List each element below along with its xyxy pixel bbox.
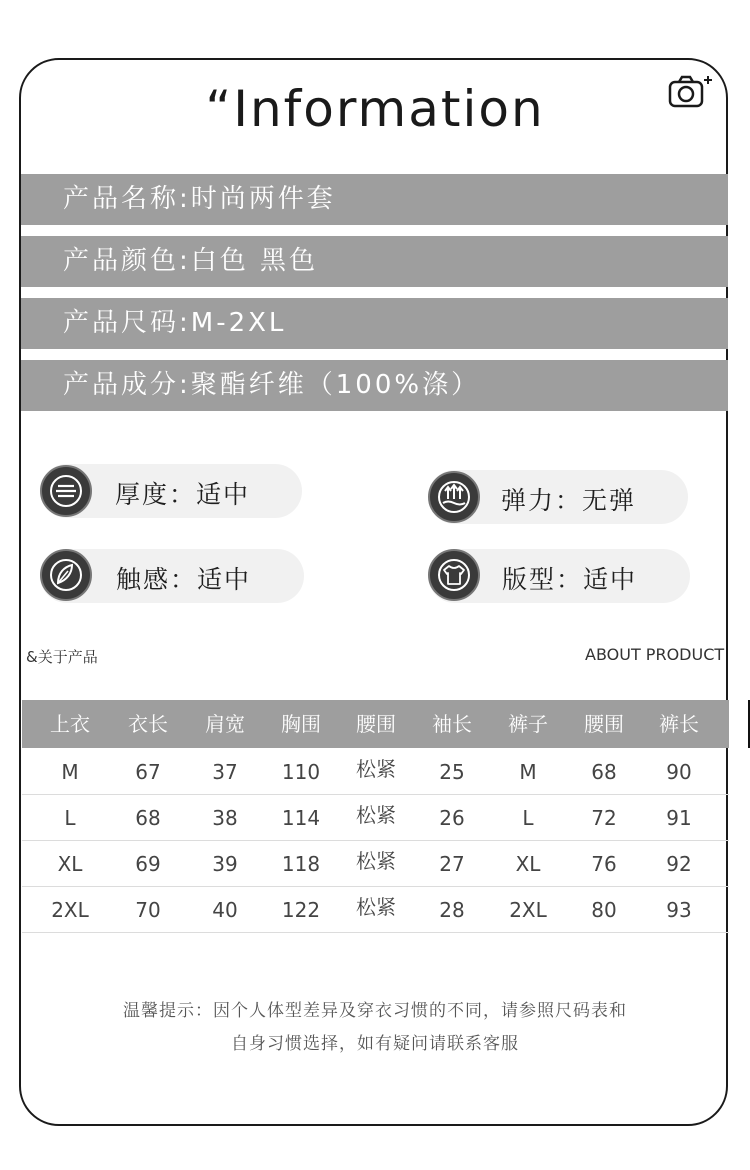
table-row (22, 841, 729, 887)
table-cell: M (61, 760, 79, 784)
section-label-cn: &关于产品 (26, 648, 98, 666)
table-row (22, 795, 729, 841)
feather-icon (40, 549, 92, 601)
table-cell: 2XL (51, 898, 89, 922)
size-note-line1: 温馨提示：因个人体型差异及穿衣习惯的不同，请参照尺码表和 (123, 1001, 627, 1021)
feature-thickness-text: 厚度：适中 (115, 480, 251, 509)
table-cell: 90 (666, 760, 692, 784)
section-label-en: ABOUT PRODUCT (585, 645, 725, 664)
table-header-cell: 腰围 (584, 712, 624, 736)
table-cell: 91 (666, 806, 692, 830)
table-cell: XL (57, 852, 83, 876)
shirt-icon (428, 549, 480, 601)
table-cell: 37 (212, 760, 238, 784)
size-table-header (22, 700, 729, 748)
feature-elasticity-text: 弹力：无弹 (501, 486, 637, 515)
table-row (22, 887, 729, 933)
table-cell: 80 (591, 898, 617, 922)
feature-fit-text: 版型：适中 (502, 565, 638, 594)
table-cell: 72 (591, 806, 617, 830)
table-header-cell: 上衣 (50, 712, 90, 736)
product-name-bar: 产品名称:时尚两件套 (21, 174, 728, 225)
camera-icon (668, 74, 714, 110)
table-cell: 69 (135, 852, 161, 876)
table-cell: 70 (135, 898, 161, 922)
table-row (22, 749, 729, 795)
product-color-bar: 产品颜色:白色 黑色 (21, 236, 728, 287)
table-cell: 68 (591, 760, 617, 784)
table-cell: 25 (439, 760, 465, 784)
table-header-cell: 腰围 (356, 712, 396, 736)
stretch-icon (428, 471, 480, 523)
table-cell: 76 (591, 852, 617, 876)
table-cell: 40 (212, 898, 238, 922)
table-header-cell: 衣长 (128, 712, 168, 736)
table-cell: 92 (666, 852, 692, 876)
table-cell: 122 (281, 898, 321, 922)
table-cell: M (519, 760, 537, 784)
feature-touch-text: 触感：适中 (116, 565, 252, 594)
table-cell: 67 (135, 760, 161, 784)
product-size-bar: 产品尺码:M-2XL (21, 298, 728, 349)
table-cell: XL (515, 852, 541, 876)
table-cell: 110 (281, 760, 321, 784)
table-cell: 松紧 (356, 895, 396, 919)
table-cell: L (522, 806, 534, 830)
table-header-cell: 袖长 (432, 712, 472, 736)
table-cell: 68 (135, 806, 161, 830)
size-note-line2: 自身习惯选择，如有疑问请联系客服 (231, 1034, 519, 1054)
page-title: “Information (205, 80, 545, 138)
table-header-cell: 裤长 (659, 712, 699, 736)
table-cell: 松紧 (356, 757, 396, 781)
table-header-cell: 胸围 (281, 712, 321, 736)
table-cell: 松紧 (356, 803, 396, 827)
table-cell: 114 (281, 806, 321, 830)
table-header-cell: 裤子 (508, 712, 548, 736)
product-material-bar: 产品成分:聚酯纤维（100%涤） (21, 360, 728, 411)
table-header-cell: 肩宽 (205, 712, 245, 736)
layers-icon (40, 465, 92, 517)
table-cell: 93 (666, 898, 692, 922)
table-cell: 27 (439, 852, 465, 876)
table-cell: 26 (439, 806, 465, 830)
table-cell: 松紧 (356, 849, 396, 873)
table-cell: 2XL (509, 898, 547, 922)
table-cell: 38 (212, 806, 238, 830)
table-cell: 28 (439, 898, 465, 922)
table-cell: L (64, 806, 76, 830)
table-cell: 39 (212, 852, 238, 876)
table-cell: 118 (281, 852, 321, 876)
